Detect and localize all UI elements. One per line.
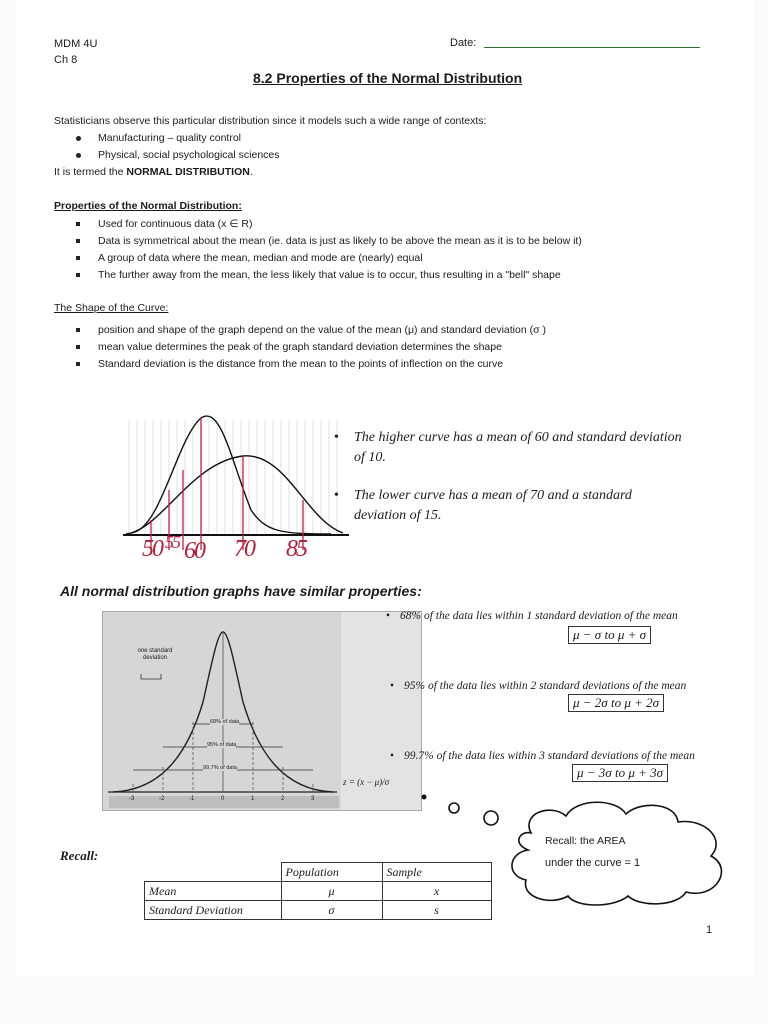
list-item: mean value determines the peak of the graph standard deviation determines the shape bbox=[98, 339, 738, 356]
list-item: A group of data where the mean, median and mode are (nearly) equal bbox=[98, 250, 738, 267]
p997-label: 99.7% of data bbox=[203, 765, 237, 771]
worksheet-page bbox=[16, 0, 754, 975]
rule-95: • 95% of the data lies within 2 standard deviations of the mean bbox=[390, 680, 687, 692]
cloud-line-1: Recall: the AREA bbox=[545, 835, 626, 847]
list-item: Data is symmetrical about the mean (ie. data is just as likely to be above the mean as it is to be below it) bbox=[98, 233, 738, 250]
list-item: The further away from the mean, the less likely that value is to occur, thus resulting in a "bell" shape bbox=[98, 267, 738, 284]
table-row bbox=[145, 863, 492, 882]
table-row bbox=[145, 882, 492, 901]
rule-68: • 68% of the data lies within 1 standard deviation of the mean bbox=[386, 610, 678, 622]
date-line bbox=[484, 47, 700, 48]
curve-bullet-2: • The lower curve has a mean of 70 and a standard deviation of 15. bbox=[334, 488, 632, 523]
recall-table bbox=[144, 862, 492, 920]
rule-68-box: μ − σ to μ + σ bbox=[568, 626, 651, 644]
shape-heading: The Shape of the Curve: bbox=[54, 302, 169, 314]
properties-list bbox=[98, 216, 738, 284]
list-item: Physical, social psychological sciences bbox=[98, 147, 280, 164]
date-label: Date: bbox=[450, 37, 477, 49]
curve-bullet-1: • The higher curve has a mean of 60 and standard deviation of 10. bbox=[334, 430, 682, 465]
hand-label-55: 55 bbox=[165, 532, 179, 552]
rule-997: • 99.7% of the data lies within 3 standard deviations of the mean bbox=[390, 750, 695, 762]
rule-997-box: μ − 3σ to μ + 3σ bbox=[572, 764, 668, 782]
row-label: Standard Deviation bbox=[145, 901, 282, 920]
list-item: Manufacturing – quality control bbox=[98, 130, 280, 147]
sample-cell: x bbox=[382, 882, 491, 901]
header-cell bbox=[145, 863, 282, 882]
tick-3: 3 bbox=[311, 796, 315, 802]
properties-heading: Properties of the Normal Distribution: bbox=[54, 200, 242, 212]
page-number: 1 bbox=[706, 924, 713, 936]
list-item: Used for continuous data (x ∈ R) bbox=[98, 216, 738, 233]
tick-1: 1 bbox=[251, 796, 255, 802]
p95-label: 95% of data bbox=[207, 742, 237, 748]
sample-cell: s bbox=[382, 901, 491, 920]
header-cell: Sample bbox=[382, 863, 491, 882]
similar-heading: All normal distribution graphs have similar properties: bbox=[60, 583, 422, 599]
hand-label-70: 70 bbox=[234, 536, 254, 562]
hand-label-85: 85 bbox=[286, 536, 306, 562]
one-sd-label: one standard deviation bbox=[137, 648, 173, 661]
list-item: position and shape of the graph depend on the value of the mean (μ) and standard deviation (σ ) bbox=[98, 322, 738, 339]
chapter-label: Ch 8 bbox=[54, 54, 78, 66]
intro-text: Statisticians observe this particular distribution since it models such a wide range of contexts: bbox=[54, 115, 487, 127]
tick-neg1: -1 bbox=[189, 796, 195, 802]
population-cell: σ bbox=[281, 901, 382, 920]
page-title: 8.2 Properties of the Normal Distribution bbox=[253, 70, 523, 86]
row-label: Mean bbox=[145, 882, 282, 901]
course-code: MDM 4U bbox=[54, 38, 98, 50]
table-row bbox=[145, 901, 492, 920]
hand-label-60: 60 bbox=[184, 538, 204, 564]
list-item: Standard deviation is the distance from the mean to the points of inflection on the curve bbox=[98, 356, 738, 373]
tick-0: 0 bbox=[221, 796, 225, 802]
tick-neg3: -3 bbox=[129, 796, 135, 802]
tick-neg2: -2 bbox=[159, 796, 165, 802]
hand-label-50: 50 bbox=[142, 536, 162, 562]
cloud-line-2: under the curve = 1 bbox=[545, 857, 641, 869]
z-formula: z = (x − μ)/σ bbox=[343, 777, 390, 787]
population-cell: μ bbox=[281, 882, 382, 901]
termed-line: It is termed the NORMAL DISTRIBUTION. bbox=[54, 166, 253, 178]
header-cell: Population bbox=[281, 863, 382, 882]
rule-95-box: μ − 2σ to μ + 2σ bbox=[568, 694, 664, 712]
lower-curve bbox=[126, 456, 343, 534]
intro-list bbox=[98, 130, 280, 164]
shape-list bbox=[98, 322, 738, 373]
p68-label: 68% of data bbox=[210, 719, 240, 725]
bell-figure bbox=[102, 611, 422, 811]
recall-label: Recall: bbox=[60, 848, 99, 863]
tick-2: 2 bbox=[281, 796, 285, 802]
